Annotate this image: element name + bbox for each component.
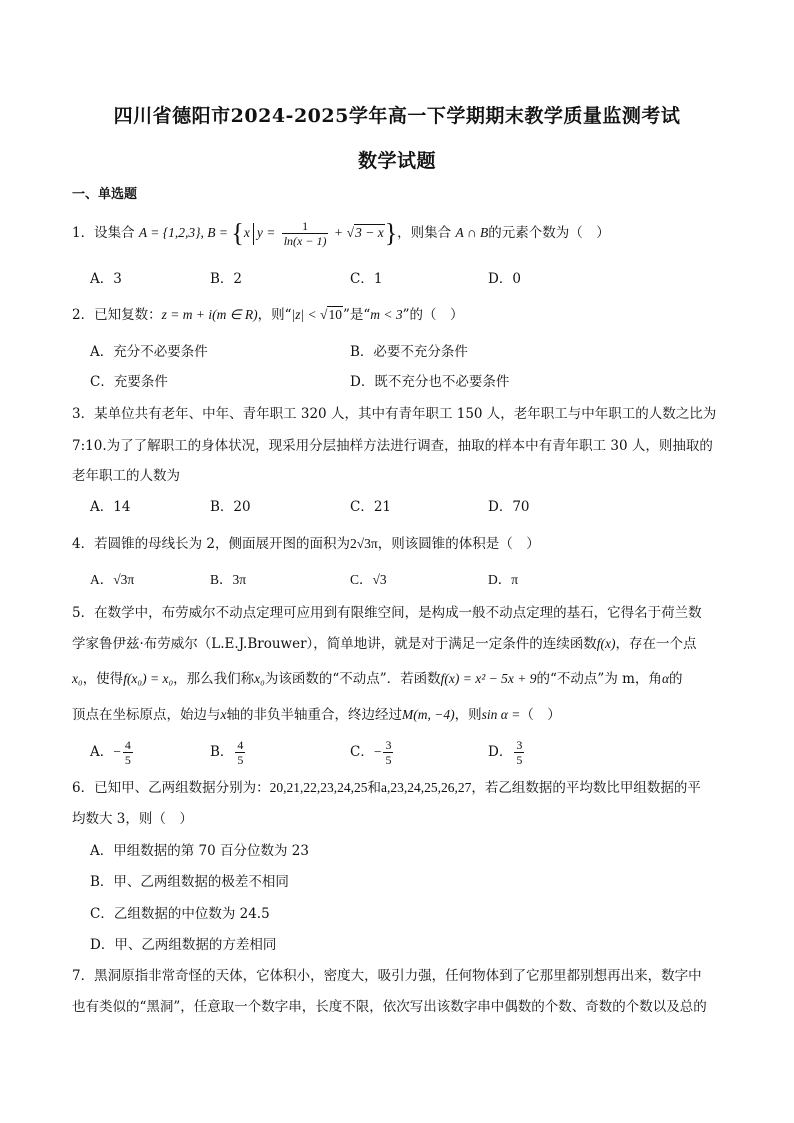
q5-option-a: A．− $\frac{4}{5}$ — [90, 738, 131, 767]
question-5-line-3: x₀，使得f(x₀) = x₀，那么我们称x₀为该函数的“不动点”．若函数f(x) = x² − 5x + 9的“不动点”为 m，角α的 — [72, 671, 683, 687]
question-6-line-1: 6．已知甲、乙两组数据分别为：20,21,22,23,24,25和a,23,24,25,26,27，若乙组数据的平均数比甲组数据的平 — [72, 780, 701, 796]
q4-option-d: D．π — [488, 572, 519, 587]
q3-option-c: C．21 — [350, 499, 392, 515]
q3-option-b: B．20 — [210, 499, 251, 515]
question-5-line-4: 顶点在坐标原点，始边与x轴的非负半轴重合，终边经过M(m, −4)，则sin α =（ ） — [72, 707, 561, 723]
q4-option-b: B．3π — [210, 572, 247, 587]
section-heading: 一、单选题 — [72, 187, 138, 202]
q6-option-c: C．乙组数据的中位数为 24.5 — [90, 906, 270, 922]
q6-option-b: B．甲、乙两组数据的极差不相同 — [90, 874, 289, 890]
q1-option-b: B．2 — [210, 271, 243, 287]
q1-option-c: C．1 — [350, 271, 383, 287]
question-7-line-1: 7．黑洞原指非常奇怪的天体，它体积小，密度大，吸引力强，任何物体到了它那里都别想再出来，数字中 — [72, 968, 702, 984]
question-7-line-2: 也有类似的“黑洞”，任意取一个数字串，长度不限，依次写出该数字串中偶数的个数、奇数的个数以及总的 — [72, 999, 707, 1015]
q6-option-a: A．甲组数据的第 70 百分位数为 23 — [90, 843, 309, 859]
question-3-line-3: 老年职工的人数为 — [72, 468, 180, 484]
q4-option-c: C．√3 — [350, 572, 387, 587]
q6-option-d: D．甲、乙两组数据的方差相同 — [90, 937, 277, 953]
question-3-line-2: 7:10.为了了解职工的身体状况，现采用分层抽样方法进行调查，抽取的样本中有青年职工 30 人，则抽取的 — [72, 438, 713, 454]
question-6-line-2: 均数大 3，则（ ） — [72, 811, 193, 827]
question-3-line-1: 3．某单位共有老年、中年、青年职工 320 人，其中有青年职工 150 人，老年职工与中年职工的人数之比为 — [72, 406, 717, 422]
q5-option-c: C．− $\frac{3}{5}$ — [350, 738, 392, 767]
question-1: 1．设集合 A = {1,2,3}, B = {x y = $\frac{1}{\ln(x - 1)}$ + √3 − x}，则集合 A ∩ B的元素个数为（ ） — [72, 218, 610, 248]
question-2: 2．已知复数：z = m + i(m ∈ R)，则“|z| < √10”是“m < 3”的（ ） — [72, 307, 464, 323]
question-4: 4．若圆锥的母线长为 2，侧面展开图的面积为2√3π，则该圆锥的体积是（ ） — [72, 536, 540, 552]
question-5-line-1: 5．在数学中，布劳威尔不动点定理可应用到有限维空间，是构成一般不动点定理的基石，它得名于荷兰数 — [72, 605, 702, 621]
q4-option-a: A．√3π — [90, 572, 135, 587]
exam-subtitle: 数学试题 — [357, 150, 436, 172]
question-5-line-2: 学家鲁伊兹·布劳威尔（L.E.J.Brouwer），简单地讲，就是对于满足一定条件的连续函数f(x)，存在一个点 — [72, 636, 697, 652]
q2-option-a: A．充分不必要条件 — [90, 344, 208, 360]
q1-option-a: A．3 — [90, 271, 122, 287]
q3-option-d: D．70 — [488, 499, 530, 515]
q2-option-c: C．充要条件 — [90, 374, 168, 390]
q2-option-b: B．必要不充分条件 — [350, 344, 468, 360]
q2-option-d: D．既不充分也不必要条件 — [350, 374, 510, 390]
q5-option-d: D． $\frac{3}{5}$ — [488, 738, 523, 767]
exam-title: 四川省德阳市2024-2025学年高一下学期期末教学质量监测考试 — [113, 105, 681, 127]
fraction: $\frac{1}{\ln(x - 1)}$ — [283, 219, 327, 248]
q5-option-b: B． $\frac{4}{5}$ — [210, 738, 244, 767]
q3-option-a: A．14 — [90, 499, 131, 515]
q1-option-d: D．0 — [488, 271, 521, 287]
